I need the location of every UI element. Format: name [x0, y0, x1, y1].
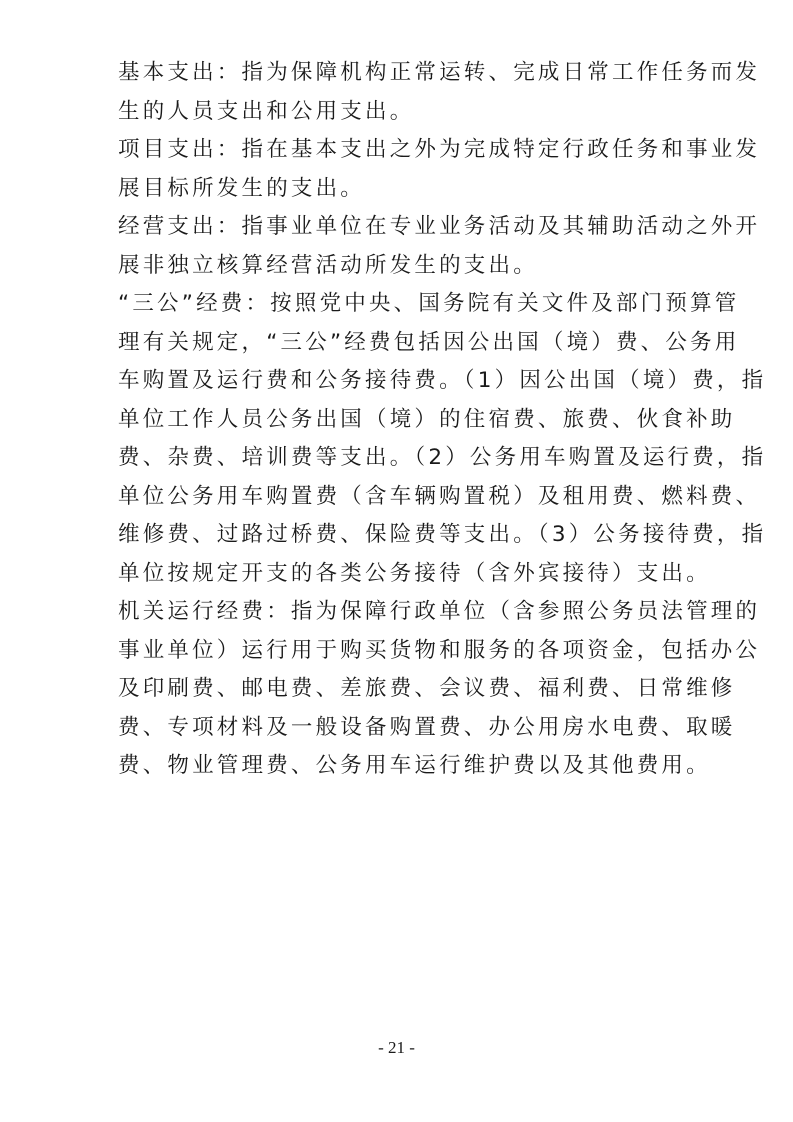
text-line: 费、杂费、培训费等支出。（2）公务用车购置及运行费，指	[118, 445, 767, 470]
page-number: - 21 -	[378, 1038, 415, 1057]
text-line: 基本支出：指为保障机构正常运转、完成日常工作任务而发	[118, 60, 761, 85]
document-body	[118, 54, 767, 786]
text-line: 展目标所发生的支出。	[118, 175, 366, 201]
text-line: 单位公务用车购置费（含车辆购置税）及租用费、燃料费、	[118, 483, 761, 509]
text-line: 单位工作人员公务出国（境）的住宿费、旅费、伙食补助	[118, 406, 736, 432]
text-line: 及印刷费、邮电费、差旅费、会议费、福利费、日常维修	[118, 676, 736, 701]
text-line: 费、物业管理费、公务用车运行维护费以及其他费用。	[118, 753, 711, 778]
text-line: 生的人员支出和公用支出。	[118, 98, 415, 124]
text-line: 事业单位）运行用于购买货物和服务的各项资金，包括办公	[118, 637, 761, 663]
text-line: 单位按规定开支的各类公务接待（含外宾接待）支出。	[118, 560, 711, 586]
text-line: 理有关规定，“三公”经费包括因公出国（境）费、公务用	[118, 329, 740, 355]
text-line: 项目支出：指在基本支出之外为完成特定行政任务和事业发	[118, 137, 761, 162]
text-line: 车购置及运行费和公务接待费。（1）因公出国（境）费，指	[118, 368, 767, 393]
text-line: “三公”经费：按照党中央、国务院有关文件及部门预算管	[118, 291, 740, 316]
text-line: 展非独立核算经营活动所发生的支出。	[118, 252, 538, 278]
text-line: 维修费、过路过桥费、保险费等支出。（3）公务接待费，指	[118, 522, 767, 547]
text-line: 机关运行经费：指为保障行政单位（含参照公务员法管理的	[118, 599, 761, 624]
text-line: 经营支出：指事业单位在专业业务活动及其辅助活动之外开	[118, 214, 761, 239]
text-line: 费、专项材料及一般设备购置费、办公用房水电费、取暖	[118, 714, 736, 740]
